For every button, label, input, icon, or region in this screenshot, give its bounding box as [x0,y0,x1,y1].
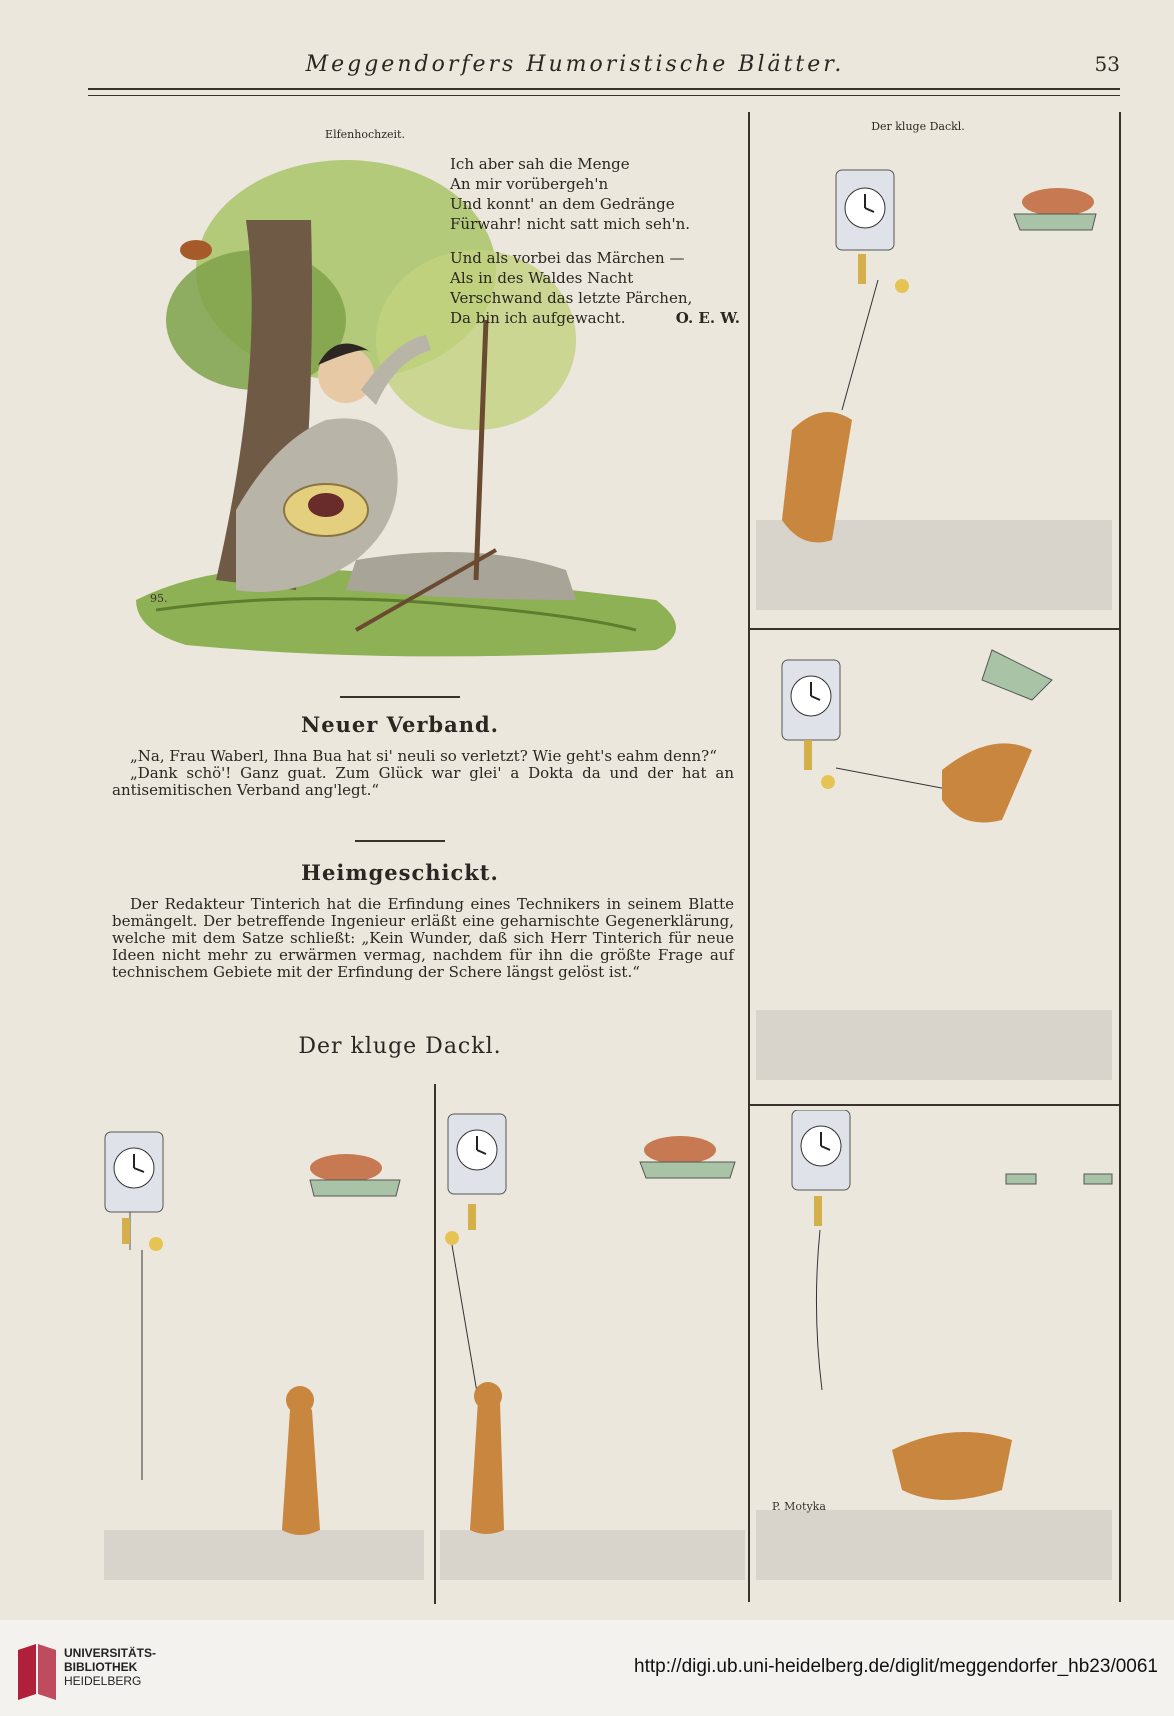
dog [282,1386,320,1535]
heimgeschickt-title: Heimgeschickt. [301,860,499,885]
library-line: HEIDELBERG [64,1674,142,1688]
poem-line: An mir vorübergeh'n [450,175,609,193]
library-name [64,1646,156,1688]
poem-line: Als in des Waldes Nacht [450,269,634,287]
section-rule [355,840,445,842]
library-footer [0,1620,1174,1716]
poem-line: Und als vorbei das Märchen — [450,249,685,267]
heimgeschickt-text [112,896,734,981]
poem-stanza-1 [450,154,740,234]
poem-line: Fürwahr! nicht satt mich seh'n. [450,215,691,233]
dackl-panel-1 [100,1110,430,1590]
page-number: 53 [1094,52,1120,76]
shelf [310,1154,400,1196]
section-rule [340,696,460,698]
library-line: UNIVERSITÄTS- [64,1646,157,1660]
dackl-panel-r3 [752,1110,1116,1590]
dackl-caption-right: Der kluge Dackl. [871,120,965,133]
poem-last-line: Da bin ich aufgewacht. [450,309,626,327]
panel-rule-2 [748,1104,1120,1106]
paragraph: „Dank schö'! Ganz guat. Zum Glück war glei' a Dokta da und der hat an antisemitischen Verband ang'legt.“ [112,764,734,799]
poem-line: Ich aber sah die Menge [450,155,630,173]
column-divider [748,112,750,1602]
dackl-panel-2 [440,1110,745,1590]
library-logo-icon [14,1644,58,1700]
panel-divider-bottom [434,1084,436,1604]
source-url[interactable]: http://digi.ub.uni-heidelberg.de/diglit/meggendorfer_hb23/0061 [634,1656,1158,1677]
panel-rule-1 [748,628,1120,630]
dackl-panel-r1 [752,140,1116,620]
poem-line: Und konnt' an dem Gedränge [450,195,675,213]
clock [105,1132,163,1480]
magazine-title: Meggendorfers Humoristische Blätter. [305,52,845,77]
panel-rule-right [1119,112,1121,1602]
paragraph: Der Redakteur Tinterich hat die Erfindung eines Technikers in seinem Blatte bemängelt. Der betreffende Ingenieur erläßt eine geharnischte Gegenerklärung, welche mit dem Satze schließt: „Kein Wunder, daß sich Herr Tinterich für neue Ideen nicht mehr zu erwärmen vermag, nachdem für ihn die größte Frage auf technischem Gebiete mit der Erfindung der Schere längst gelöst ist.“ [112,895,734,981]
running-header [90,48,1120,88]
neuer-verband-text [112,748,734,799]
neuer-verband-title: Neuer Verband. [301,712,499,737]
dackl-title: Der kluge Dackl. [298,1034,502,1059]
artist-signature: P. Motyka [772,1500,826,1513]
elfen-poem [450,154,740,342]
poem-stanza-2 [450,248,740,328]
paragraph: „Na, Frau Waberl, Ihna Bua hat si' neuli so verletzt? Wie geht's eahm denn?“ [130,747,717,765]
artist-mark: 95. [150,592,168,605]
dackl-panel-r2 [752,640,1116,1090]
library-line: BIBLIOTHEK [64,1660,138,1674]
elfen-caption: Elfenhochzeit. [325,128,405,141]
header-rule [88,88,1120,96]
poem-line: Verschwand das letzte Pärchen, [450,289,693,307]
poem-line [450,308,740,328]
poem-signature: O. E. W. [675,309,740,327]
